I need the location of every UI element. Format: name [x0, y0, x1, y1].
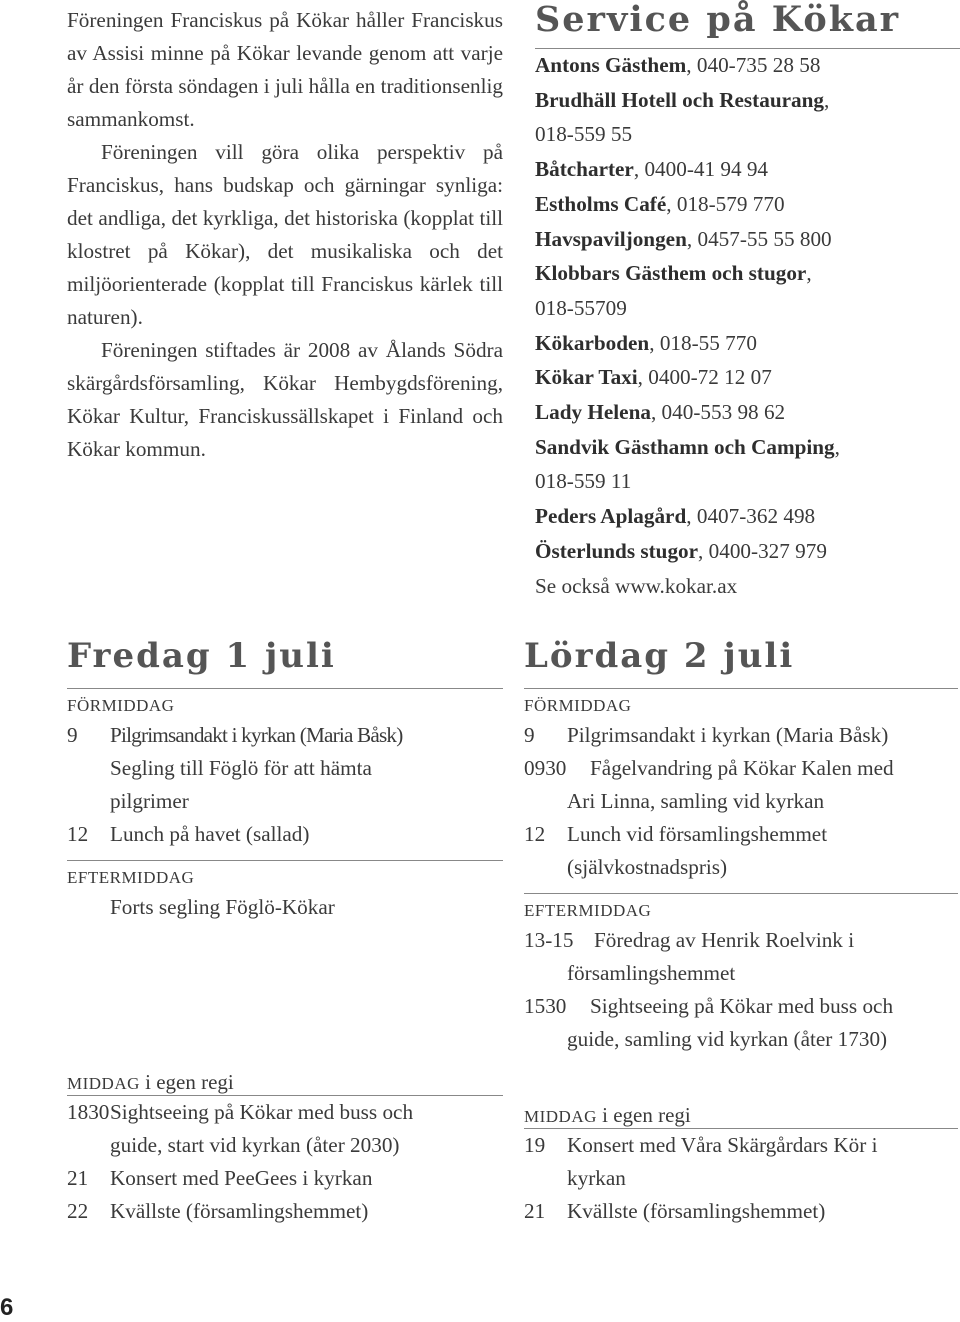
- service-item-name: Brudhäll Hotell och Restaurang: [535, 87, 824, 112]
- service-item-name: Antons Gästhem: [535, 53, 687, 77]
- service-item-detail: ,: [806, 261, 812, 286]
- service-divider: [535, 48, 960, 49]
- schedule-row: [67, 818, 503, 851]
- schedule-row: [524, 785, 958, 818]
- schedule-text: Konsert med PeeGees i kyrkan: [110, 1166, 373, 1190]
- schedule-time: 13-15: [524, 928, 574, 952]
- schedule-row: [524, 924, 958, 957]
- intro-paragraph-2: Föreningen vill göra olika perspektiv på Franciskus, hans budskap och gärningar synliga: det andliga, det kyrkliga, det historiska (kopplat till klostret på Kökar), det musikaliska och det miljöorienterade (kopplat till Franciskus kärlek till naturen).: [67, 140, 503, 329]
- service-section: [535, 0, 935, 603]
- schedule-row: [524, 1195, 958, 1228]
- schedule-time: [524, 1023, 567, 1056]
- section-label-text: EFTERMIDDAG: [524, 901, 652, 920]
- section-label-text: MIDDAG: [67, 1074, 140, 1093]
- saturday-title: Lördag 2 juli: [524, 636, 795, 676]
- schedule-text: Sightseeing på Kökar med buss och: [110, 1100, 414, 1124]
- service-item-name: Havspaviljongen: [535, 226, 687, 251]
- schedule-time: [524, 1162, 567, 1195]
- schedule-row: [524, 1162, 958, 1195]
- schedule-row: [67, 752, 503, 785]
- schedule-time: [67, 752, 110, 785]
- schedule-time: 12: [67, 822, 89, 846]
- service-item: [535, 222, 935, 257]
- schedule-time: 1530: [524, 994, 567, 1018]
- schedule-row: [524, 1023, 958, 1056]
- page-number: 6: [0, 1294, 14, 1321]
- intro-text: [67, 4, 503, 466]
- service-item-name: Sandvik Gästhamn och Camping: [535, 434, 835, 459]
- schedule-row: [67, 785, 503, 818]
- section-label-text: EFTERMIDDAG: [67, 868, 195, 887]
- schedule-row: [524, 851, 958, 884]
- intro-paragraph-3: Föreningen stiftades är 2008 av Ålands Södra skärgårdsförsamling, Kökar Hembygdsförening, Kökar Kultur, Franciskussällskapet i Finland och Kökar kommun.: [67, 338, 503, 461]
- section-label: [67, 689, 503, 719]
- schedule-time: [67, 1129, 110, 1162]
- schedule-text: Föredrag av Henrik Roelvink i: [594, 928, 855, 952]
- service-item-phone: 018-559 55: [535, 122, 633, 147]
- schedule-row: [524, 719, 958, 752]
- schedule-row: [67, 1096, 503, 1129]
- service-item-detail: ,: [834, 434, 840, 459]
- schedule-text: Kvällste (församlingshemmet): [567, 1199, 826, 1223]
- service-item: [535, 360, 935, 395]
- service-item-name: Kökar Taxi: [535, 365, 638, 390]
- service-item-detail: , 018-579 770: [666, 191, 785, 216]
- schedule-time: 9: [67, 723, 78, 747]
- service-item-detail: , 0407-362 498: [686, 504, 816, 529]
- schedule-text: Forts segling Föglö-Kökar: [110, 895, 335, 919]
- service-item: [535, 83, 935, 152]
- service-item: [535, 534, 935, 569]
- schedule-text: Lunch på havet (sallad): [110, 822, 310, 846]
- service-item-name: Peders Aplagård: [535, 504, 687, 529]
- schedule-time: [524, 785, 567, 818]
- schedule-row: [524, 1129, 958, 1162]
- service-item: [535, 499, 935, 534]
- service-item: [535, 326, 935, 361]
- schedule-row: [67, 1162, 503, 1195]
- schedule-time: [67, 891, 110, 924]
- schedule-row: [67, 1195, 503, 1228]
- schedule-row: [524, 990, 958, 1023]
- schedule-time: [524, 957, 567, 990]
- schedule-row: [67, 1129, 503, 1162]
- schedule-text: Pilgrimsandakt i kyrkan (Maria Båsk): [567, 723, 889, 747]
- service-item: [535, 430, 935, 499]
- service-item: [535, 152, 935, 187]
- section-label: [67, 861, 503, 891]
- schedule-text: (självkostnadspris): [567, 855, 728, 879]
- schedule-row: [67, 891, 503, 924]
- schedule-text: Ari Linna, samling vid kyrkan: [567, 789, 825, 813]
- friday-title: Fredag 1 juli: [67, 636, 336, 676]
- service-item-detail: , 018-55 770: [649, 330, 757, 355]
- schedule-time: [67, 785, 110, 818]
- schedule-time: 9: [524, 723, 535, 747]
- schedule-row: [524, 957, 958, 990]
- service-item-detail: , 040-553 98 62: [650, 400, 786, 425]
- service-item-detail: , 040-735 28 58: [686, 53, 821, 77]
- service-item-name: Båtcharter: [535, 157, 634, 182]
- schedule-text: Sightseeing på Kökar med buss och: [590, 994, 894, 1018]
- service-see-also: Se också www.kokar.ax: [535, 573, 738, 598]
- schedule-text: Pilgrimsandakt i kyrkan (Maria Båsk): [110, 723, 403, 747]
- intro-paragraph-1: Föreningen Franciskus på Kökar håller Franciskus av Assisi minne på Kökar levande genom att varje år den första söndagen i juli hålla en traditionsenlig sammankomst.: [67, 8, 503, 131]
- section-label: [524, 894, 958, 924]
- service-item-detail: , 0457-55 55 800: [686, 226, 832, 251]
- schedule-time: 12: [524, 822, 546, 846]
- service-item: [535, 48, 935, 83]
- schedule-text: Fågelvandring på Kökar Kalen med: [590, 756, 894, 780]
- schedule-time: 0930: [524, 756, 567, 780]
- service-item-name: Österlunds stugor: [535, 538, 699, 563]
- service-item-detail: , 0400-327 979: [698, 538, 827, 563]
- service-item-phone: 018-55709: [535, 295, 627, 320]
- service-item: [535, 256, 935, 325]
- service-item-name: Kökarboden: [535, 330, 650, 355]
- service-item: [535, 395, 935, 430]
- schedule-text: Segling till Föglö för att hämta: [110, 756, 372, 780]
- schedule-time: 1830: [67, 1100, 110, 1124]
- section-label: [524, 1098, 958, 1128]
- service-item-detail: , 0400-41 94 94: [633, 157, 769, 182]
- friday-schedule: [67, 636, 503, 1228]
- schedule-time: 19: [524, 1133, 546, 1157]
- service-item-detail: , 0400-72 12 07: [637, 365, 772, 390]
- schedule-text: guide, samling vid kyrkan (åter 1730): [567, 1027, 888, 1051]
- section-label: [524, 689, 958, 719]
- section-label-text: FÖRMIDDAG: [67, 696, 175, 715]
- schedule-text: Konsert med Våra Skärgårdars Kör i: [567, 1133, 878, 1157]
- schedule-text: församlingshemmet: [567, 961, 736, 985]
- schedule-row: [524, 752, 958, 785]
- service-item-name: Lady Helena: [535, 400, 651, 425]
- service-item: [535, 187, 935, 222]
- schedule-time: 22: [67, 1199, 89, 1223]
- service-list: [535, 48, 935, 569]
- schedule-text: Kvällste (församlingshemmet): [110, 1199, 369, 1223]
- schedule-time: 21: [67, 1166, 89, 1190]
- section-label: [67, 1065, 503, 1095]
- saturday-schedule: [524, 636, 958, 1228]
- section-label-text: FÖRMIDDAG: [524, 696, 632, 715]
- schedule-text: guide, start vid kyrkan (åter 2030): [110, 1133, 400, 1157]
- service-item-name: Klobbars Gästhem och stugor: [535, 261, 807, 286]
- schedule-text: Lunch vid församlingshemmet: [567, 822, 828, 846]
- schedule-row: [524, 818, 958, 851]
- section-label-suffix: i egen regi: [139, 1070, 234, 1094]
- schedule-text: pilgrimer: [110, 789, 189, 813]
- section-label-suffix: i egen regi: [596, 1103, 691, 1127]
- service-item-name: Estholms Café: [535, 191, 667, 216]
- service-item-detail: ,: [824, 87, 830, 112]
- schedule-time: [524, 851, 567, 884]
- service-item-phone: 018-559 11: [535, 469, 632, 494]
- section-label-text: MIDDAG: [524, 1107, 597, 1126]
- service-title: Service på Kökar: [535, 0, 901, 40]
- schedule-text: kyrkan: [567, 1166, 626, 1190]
- schedule-row: [67, 719, 503, 752]
- schedule-time: 21: [524, 1199, 546, 1223]
